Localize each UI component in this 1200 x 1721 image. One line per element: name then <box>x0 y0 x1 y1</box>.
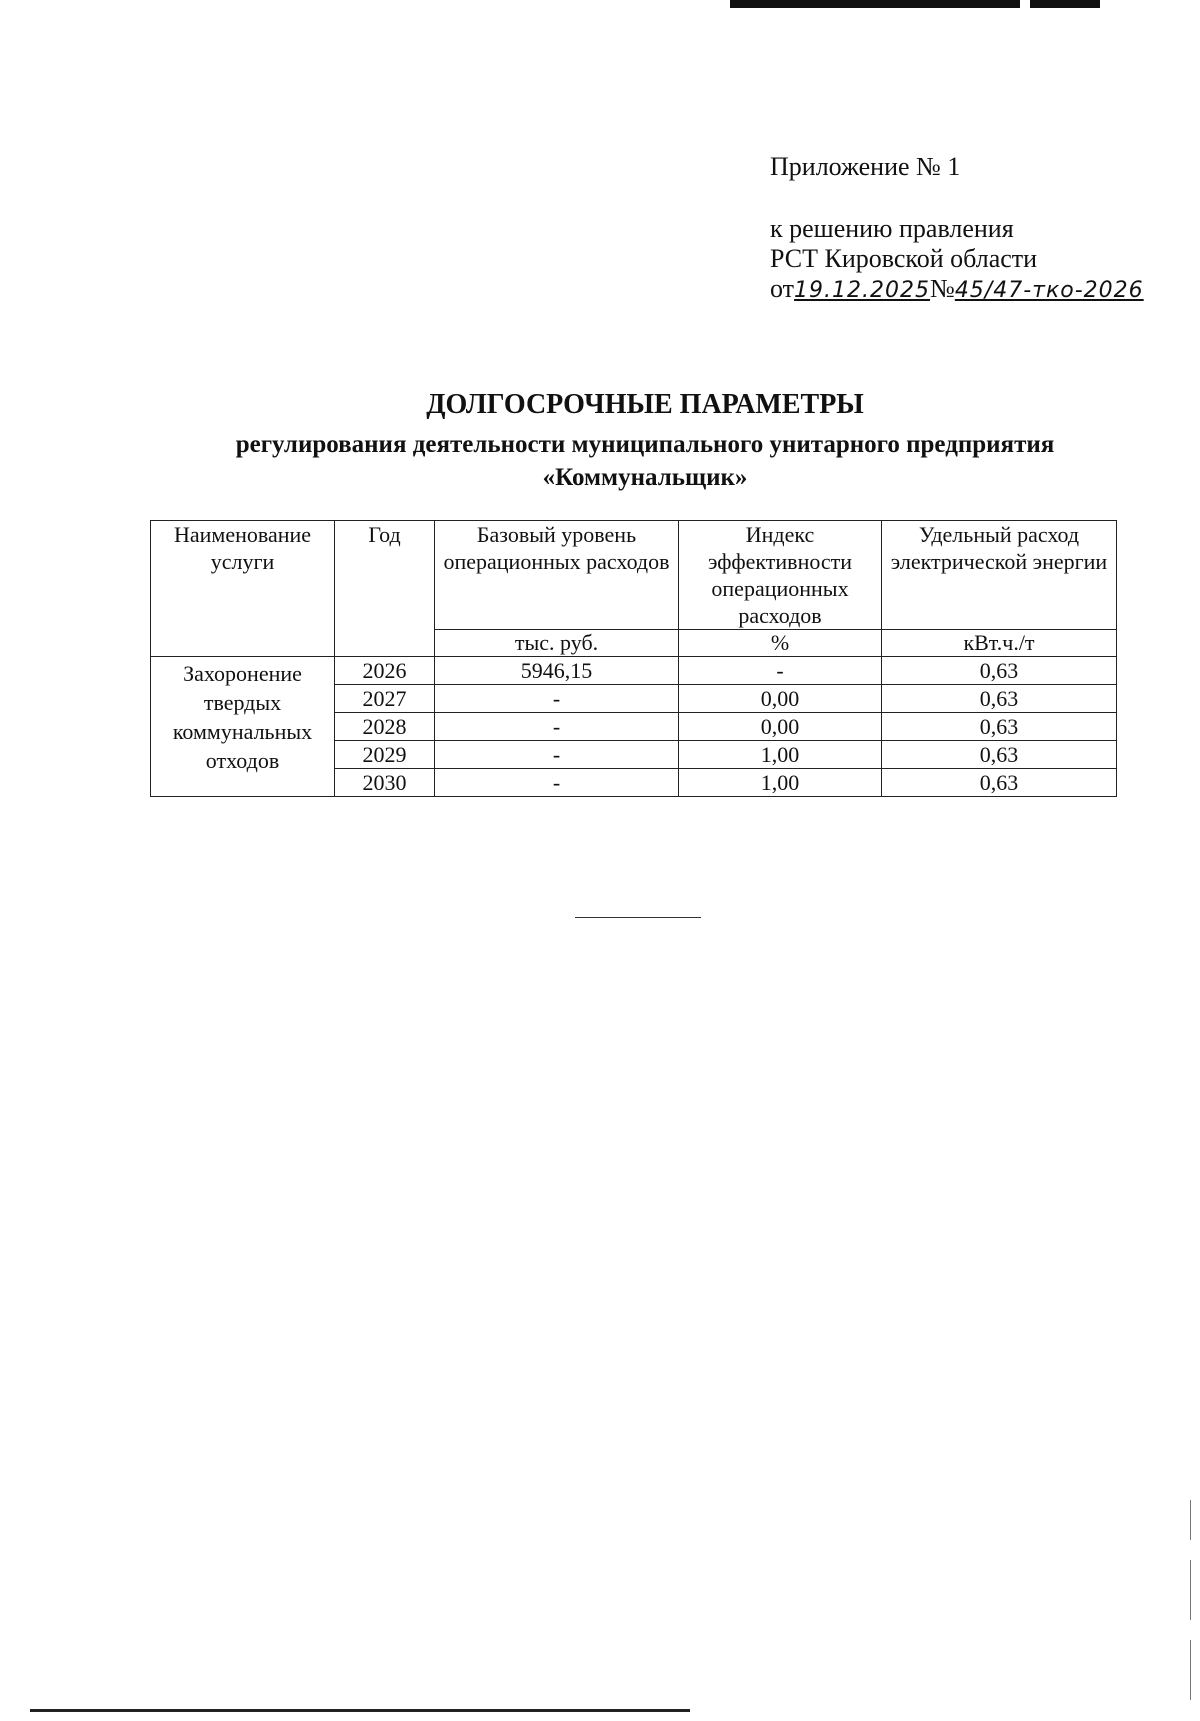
cell-year: 2028 <box>335 713 435 741</box>
appendix-line-2: РСТ Кировской области <box>770 244 1038 273</box>
header-service: Наименование услуги <box>151 521 335 657</box>
title-subtitle-1: регулирования деятельности муниципального унитарного предприятия <box>235 431 1055 458</box>
cell-energy: 0,63 <box>882 713 1117 741</box>
cell-energy: 0,63 <box>882 685 1117 713</box>
cell-energy: 0,63 <box>882 741 1117 769</box>
cell-year: 2026 <box>335 657 435 685</box>
title-main: ДОЛГОСРОЧНЫЕ ПАРАМЕТРЫ <box>426 389 864 420</box>
date-prefix: от <box>770 274 795 303</box>
table-row <box>151 657 1117 685</box>
header-year: Год <box>335 521 435 657</box>
appendix-block <box>770 152 1144 306</box>
number-sign: № <box>930 274 955 303</box>
scan-mark-right <box>1190 1640 1191 1700</box>
handwritten-decision-number: 45/47-тко-2026 <box>954 278 1144 303</box>
cell-base: - <box>435 685 679 713</box>
service-name-cell: Захоронение твердых коммунальных отходов <box>151 657 335 797</box>
unit-base-level: тыс. руб. <box>435 630 679 657</box>
title-subtitle-2: «Коммунальщик» <box>542 464 748 491</box>
appendix-date-line <box>770 274 1144 306</box>
header-base-level: Базовый уровень операционных расходов <box>435 521 679 630</box>
cell-year: 2030 <box>335 769 435 797</box>
cell-energy: 0,63 <box>882 657 1117 685</box>
cell-index: 0,00 <box>679 713 882 741</box>
header-energy: Удельный расход электрической энергии <box>882 521 1117 630</box>
cell-year: 2027 <box>335 685 435 713</box>
cell-index: 1,00 <box>679 769 882 797</box>
scan-mark-top <box>730 0 1020 8</box>
scan-mark-top <box>1030 0 1100 8</box>
cell-index: - <box>679 657 882 685</box>
scan-mark-right <box>1190 1500 1191 1540</box>
cell-year: 2029 <box>335 741 435 769</box>
header-efficiency-index: Индекс эффективности операционных расходов <box>679 521 882 630</box>
unit-energy: кВт.ч./т <box>882 630 1117 657</box>
cell-energy: 0,63 <box>882 769 1117 797</box>
document-title <box>120 388 1170 494</box>
handwritten-date: 19.12.2025 <box>794 278 930 303</box>
scan-mark-right <box>1190 1560 1191 1620</box>
cell-index: 1,00 <box>679 741 882 769</box>
cell-base: - <box>435 713 679 741</box>
appendix-line-1: к решению правления <box>770 214 1014 243</box>
parameters-table <box>150 520 1117 797</box>
appendix-number: Приложение № 1 <box>770 152 961 181</box>
cell-base: - <box>435 769 679 797</box>
cell-base: 5946,15 <box>435 657 679 685</box>
scan-mark-bottom <box>30 1709 690 1712</box>
table-header-row <box>151 521 1117 630</box>
end-of-document-line <box>575 917 701 918</box>
cell-index: 0,00 <box>679 685 882 713</box>
unit-efficiency-index: % <box>679 630 882 657</box>
cell-base: - <box>435 741 679 769</box>
